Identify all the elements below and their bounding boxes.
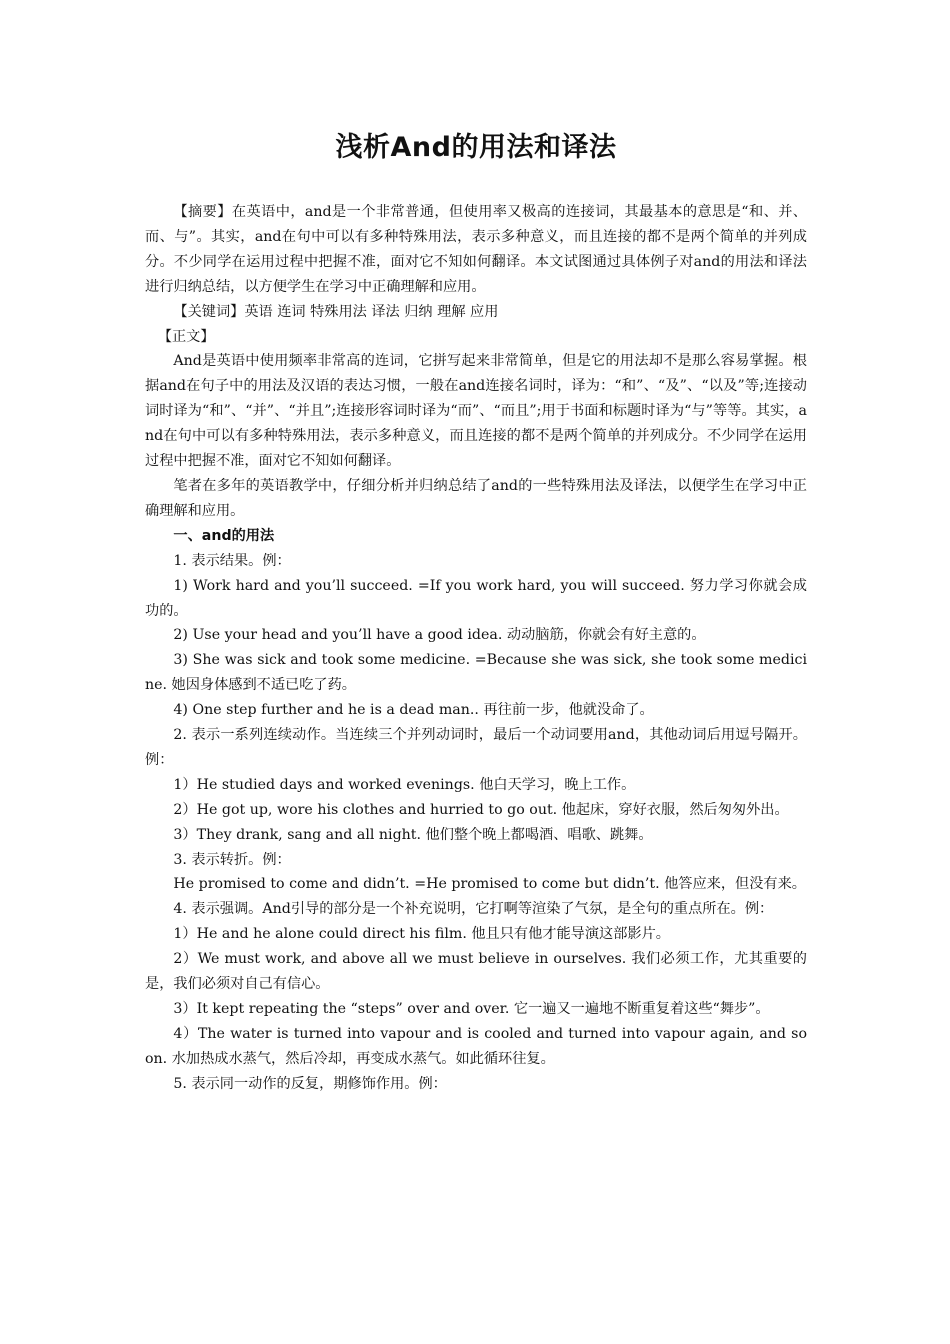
list-item: 1. 表示结果。例： [173, 552, 291, 569]
body-label: 【正文】 [157, 328, 215, 345]
document-page [145, 128, 807, 1097]
example-sentence: 3）It kept repeating the “steps” over and over. 它一遍又一遍地不断重复着这些“舞步”。 [173, 1001, 770, 1017]
section-heading: 一、and的用法 [173, 527, 275, 544]
list-item: 5. 表示同一动作的反复，期修饰作用。例： [173, 1075, 447, 1092]
example-sentence: 3）They drank, sang and all night. 他们整个晚上都喝酒、唱歌、跳舞。 [173, 826, 653, 843]
example-sentence: 4）The water is turned into vapour and is cooled and turned into vapour again, and so on. 水加热成水蒸气，然后冷却，再变成水蒸气。如此循环往复。 [145, 1025, 807, 1067]
example-sentence: 2）We must work, and above all we must believe in ourselves. 我们必须工作，尤其重要的是，我们必须对自己有信心。 [145, 951, 807, 993]
example-sentence: 4) One step further and he is a dead man.. 再往前一步，他就没命了。 [173, 702, 654, 719]
example-sentence: 2）He got up, wore his clothes and hurried to go out. 他起床，穿好衣服，然后匆匆外出。 [173, 801, 789, 818]
intro-paragraph-1: And是英语中使用频率非常高的连词，它拼写起来非常简单，但是它的用法却不是那么容易掌握。根据and在句子中的用法及汉语的表达习惯，一般在and连接名词时，译为：“和”、“及”、“以及”等;连接动词时译为“和”、“并”、“并且”;连接形容词时译为“而”、“而且”;用于书面和标题时译为“与”等等。其实，and在句中可以有多种特殊用法，表示多种意义，而且连接的都不是两个简单的并列成分。不少同学在运用过程中把握不准，面对它不知如何翻译。 [145, 353, 807, 470]
example-sentence: 1) Work hard and you’ll succeed. =If you work hard, you will succeed. 努力学习你就会成功的。 [145, 577, 807, 619]
abstract-paragraph: 【摘要】在英语中，and是一个非常普通，但使用率又极高的连接词，其最基本的意思是“和、并、而、与”。其实，and在句中可以有多种特殊用法，表示多种意义，而且连接的都不是两个简单的并列成分。不少同学在运用过程中把握不准，面对它不知如何翻译。本文试图通过具体例子对and的用法和译法进行归纳总结，以方便学生在学习中正确理解和应用。 [145, 204, 807, 295]
keywords-paragraph: 【关键词】英语 连词 特殊用法 译法 归纳 理解 应用 [173, 303, 499, 320]
document-title: 浅析And的用法和译法 [335, 132, 617, 163]
example-sentence: He promised to come and didn’t. =He promised to come but didn’t. 他答应来，但没有来。 [173, 876, 806, 893]
example-sentence: 1）He and he alone could direct his film. 他且只有他才能导演这部影片。 [173, 926, 670, 943]
list-item: 3. 表示转折。例： [173, 851, 291, 868]
intro-paragraph-2: 笔者在多年的英语教学中，仔细分析并归纳总结了and的一些特殊用法及译法，以便学生在学习中正确理解和应用。 [145, 477, 807, 519]
list-item: 2. 表示一系列连续动作。当连续三个并列动词时，最后一个动词要用and，其他动词后用逗号隔开。例： [145, 727, 807, 768]
list-item: 4. 表示强调。And引导的部分是一个补充说明，它打啊等渲染了气氛，是全句的重点所在。例： [173, 901, 774, 918]
example-sentence: 2) Use your head and you’ll have a good idea. 动动脑筋，你就会有好主意的。 [173, 627, 706, 644]
example-sentence: 3) She was sick and took some medicine. =Because she was sick, she took some medicine. 她因身体感到不适已吃了药。 [145, 652, 807, 694]
example-sentence: 1）He studied days and worked evenings. 他白天学习，晚上工作。 [173, 776, 636, 793]
